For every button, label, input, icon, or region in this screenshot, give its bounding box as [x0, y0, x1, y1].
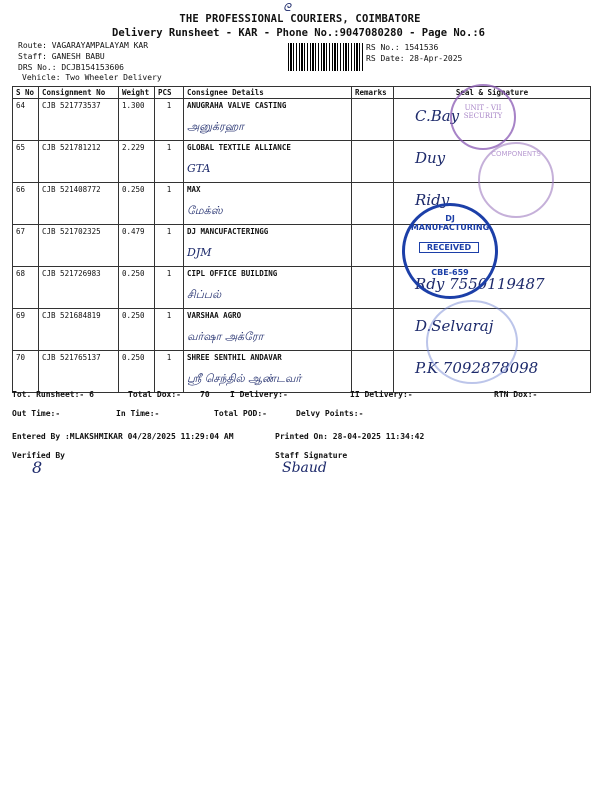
cell-weight: 1.300	[119, 99, 155, 141]
cell-weight: 0.250	[119, 183, 155, 225]
consignee-handwritten-signature: ஸ்ரீ செந்தில் ஆண்டவர்	[187, 372, 302, 385]
drs-value: DCJB154153606	[61, 63, 124, 72]
route-line: Route: VAGARAYAMPALAYAM KAR	[18, 41, 149, 50]
consignee-name: VARSHAA AGRO	[187, 311, 242, 320]
components-stamp: COMPONENTS	[478, 142, 554, 218]
cell-pcs: 1	[155, 267, 184, 309]
cell-consignee	[184, 351, 352, 393]
footer-row-1	[12, 390, 592, 399]
consignee-name: ANUGRAHA VALVE CASTING	[187, 101, 287, 110]
staff-value: GANESH BABU	[51, 52, 105, 61]
drs-line: DRS No.: DCJB154153606	[18, 63, 124, 72]
col-consignee: Consignee Details	[184, 87, 352, 99]
cell-consignee	[184, 99, 352, 141]
consignee-handwritten-signature: GTA	[187, 162, 211, 175]
consignee-name: MAX	[187, 185, 201, 194]
unit-security-stamp: UNIT - VII SECURITY	[450, 84, 516, 150]
cell-pcs: 1	[155, 309, 184, 351]
consignee-handwritten-signature: சிப்பல்	[187, 288, 222, 301]
table-row	[13, 225, 591, 267]
receiver-signature: C.Bay	[415, 107, 460, 125]
cell-remarks	[352, 99, 394, 141]
staff-signature-label: Staff Signature	[275, 451, 348, 460]
cell-remarks	[352, 183, 394, 225]
rs-date-line: RS Date: 28-Apr-2025	[366, 54, 463, 63]
cell-consignee	[184, 183, 352, 225]
cell-pcs: 1	[155, 183, 184, 225]
cell-consignee	[184, 267, 352, 309]
staff-line: Staff: GANESH BABU	[18, 52, 105, 61]
col-sno: S No	[13, 87, 39, 99]
consignee-handwritten-signature: DJM	[187, 246, 212, 259]
consignee-name: SHREE SENTHIL ANDAVAR	[187, 353, 282, 362]
route-value: VAGARAYAMPALAYAM KAR	[51, 41, 149, 50]
verified-signature: 8	[32, 458, 43, 477]
printed-on: Printed On: 28-04-2025 11:34:42	[275, 432, 425, 441]
cell-sno: 68	[13, 267, 39, 309]
col-pcs: PCS	[155, 87, 184, 99]
total-dox: Total Dox:-	[128, 390, 181, 399]
cell-consignment: CJB 521773537	[39, 99, 119, 141]
cell-pcs: 1	[155, 99, 184, 141]
cell-consignment: CJB 521765137	[39, 351, 119, 393]
cell-sno: 64	[13, 99, 39, 141]
entered-by: Entered By :MLAKSHMIKAR 04/28/2025 11:29:04 AM	[12, 432, 234, 441]
vehicle-value: Two Wheeler Delivery	[65, 73, 162, 82]
rs-date-value: 28-Apr-2025	[409, 54, 463, 63]
cell-pcs: 1	[155, 225, 184, 267]
cell-consignee	[184, 141, 352, 183]
delvy-points: Delvy Points:-	[296, 409, 364, 418]
cell-pcs: 1	[155, 351, 184, 393]
ii-delivery: II Delivery:-	[350, 390, 413, 399]
cell-weight: 0.479	[119, 225, 155, 267]
cell-weight: 0.250	[119, 351, 155, 393]
cell-consignment: CJB 521408772	[39, 183, 119, 225]
i-delivery: I Delivery:-	[230, 390, 288, 399]
cell-consignment: CJB 521702325	[39, 225, 119, 267]
barcode-image	[288, 43, 363, 71]
consignee-handwritten-signature: மேக்ஸ்	[187, 204, 223, 217]
col-seal: Seal & Signature	[394, 87, 591, 99]
col-remarks: Remarks	[352, 87, 394, 99]
rs-no-value: 1541536	[404, 43, 439, 52]
cell-sno: 69	[13, 309, 39, 351]
receiver-signature: Duy	[415, 149, 446, 167]
cell-remarks	[352, 351, 394, 393]
runsheet-subtitle: Delivery Runsheet - KAR - Phone No.:9047080280 - Page No.:6	[112, 27, 485, 39]
cell-sno: 66	[13, 183, 39, 225]
cell-sno: 70	[13, 351, 39, 393]
receiver-signature: Ridy	[415, 191, 450, 209]
col-weight: Weight	[119, 87, 155, 99]
verified-by-label: Verified By	[12, 451, 65, 460]
cell-consignment: CJB 521684819	[39, 309, 119, 351]
cell-remarks	[352, 225, 394, 267]
rtn-dox: RTN Dox:-	[494, 390, 538, 399]
consignee-name: CIPL OFFICE BUILDING	[187, 269, 278, 278]
cell-consignment: CJB 521781212	[39, 141, 119, 183]
rs-no-line: RS No.: 1541536	[366, 43, 439, 52]
tot-runsheet: Tot. Runsheet:- 6	[12, 390, 94, 399]
cell-weight: 0.250	[119, 309, 155, 351]
total-pod: Total POD:-	[214, 409, 267, 418]
top-scribble: ᘓ	[283, 1, 291, 14]
cell-remarks	[352, 309, 394, 351]
cell-sno: 65	[13, 141, 39, 183]
consignee-handwritten-signature: வர்ஷா அக்ரோ	[187, 330, 264, 343]
cell-consignee	[184, 225, 352, 267]
col-consignment: Consignment No	[39, 87, 119, 99]
receiver-signature: P.K 7092878098	[415, 359, 539, 377]
cell-remarks	[352, 267, 394, 309]
receiver-signature: D.Selvaraj	[415, 317, 494, 335]
cell-weight: 0.250	[119, 267, 155, 309]
cell-remarks	[352, 141, 394, 183]
cell-sno: 67	[13, 225, 39, 267]
consignee-handwritten-signature: அனுக்ரஹா	[187, 120, 244, 133]
dj-manufacturing-stamp: DJ MANUFACTURING RECEIVED CBE-659	[402, 203, 498, 299]
cell-consignee	[184, 309, 352, 351]
consignee-name: DJ MANCUFACTERINGG	[187, 227, 269, 236]
receiver-signature: Rdy 7550119487	[415, 275, 545, 293]
vehicle-line: Vehicle: Two Wheeler Delivery	[22, 73, 162, 82]
selvaraj-stamp	[426, 300, 518, 384]
page-title: THE PROFESSIONAL COURIERS, COIMBATORE	[179, 13, 421, 25]
total-dox-value: 70	[200, 390, 210, 399]
cell-weight: 2.229	[119, 141, 155, 183]
cell-consignment: CJB 521726983	[39, 267, 119, 309]
table-row	[13, 267, 591, 309]
consignee-name: GLOBAL TEXTILE ALLIANCE	[187, 143, 291, 152]
staff-signature: Sbaud	[282, 460, 327, 476]
footer-row-2	[12, 409, 592, 418]
cell-pcs: 1	[155, 141, 184, 183]
out-time: Out Time:-	[12, 409, 61, 418]
in-time: In Time:-	[116, 409, 160, 418]
